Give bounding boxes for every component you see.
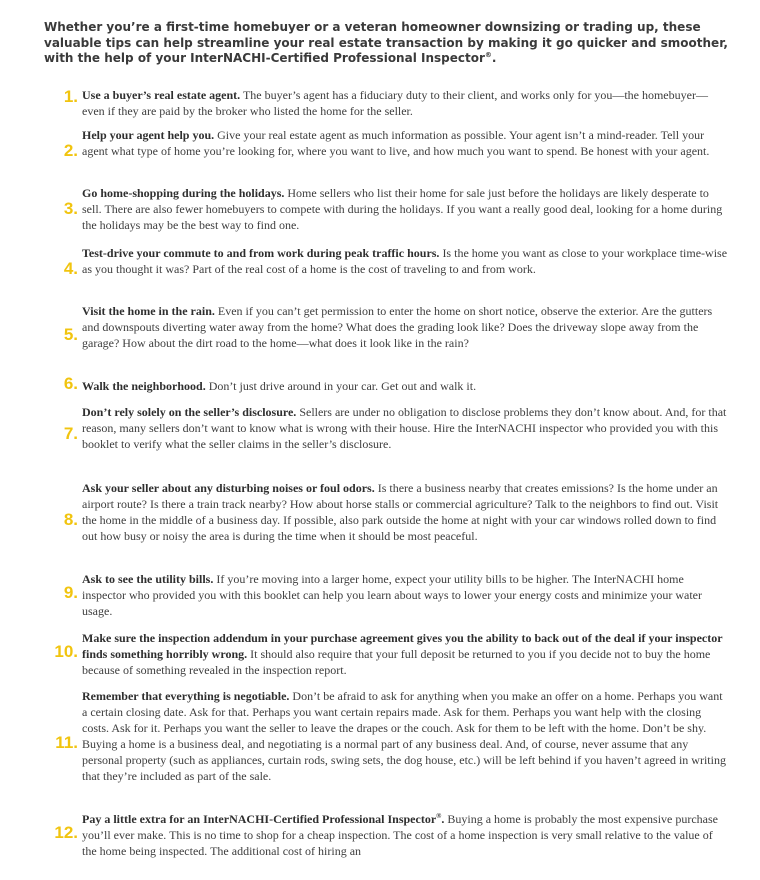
tip-body: Don’t just drive around in your car. Get out and walk it. — [205, 379, 477, 393]
tip-number: 1. — [63, 87, 78, 106]
tip-title: Make sure the inspection addendum in your purchase agreement gives you the ability to back out of the deal if your inspector finds something horribly wrong. — [82, 631, 723, 661]
tip-title: Remember that everything is negotiable. — [82, 689, 290, 703]
tip-body: Home sellers who list their home for sale just before the holidays are likely desperate to sell. There are also fewer homebuyers to compete with during the holidays. If you want a really good deal, looking for a home during the holidays may be the best way to find one. — [82, 186, 723, 232]
tip-number: 8. — [63, 510, 78, 529]
tip-title: Test-drive your commute to and from work during peak traffic hours. — [82, 246, 440, 260]
tip-body: Is there a business nearby that creates emissions? Is the home under an airport route? Is there a train track nearby? How about horse stalls or commercial agriculture? Talk to the neighbors to find out. Visit the home in the middle of a business day. If possible, also park outside the home at night with your car windows rolled down to find out how busy or noisy the area is during the time when it should be most peaceful. — [82, 481, 719, 543]
registered-mark: ® — [436, 812, 442, 820]
tip-number: 4. — [63, 259, 78, 278]
tip-title: Ask to see the utility bills. — [82, 572, 214, 586]
tip-title: Walk the neighborhood. — [82, 379, 206, 393]
tip-title: Ask your seller about any disturbing noises or foul odors. — [82, 481, 375, 495]
tip-text — [82, 811, 728, 859]
tip-body: Even if you can’t get permission to enter the home on short notice, observe the exterior. Are the gutters and downspouts diverting water away from the home? What does the grading look like? Does the driveway slope away from the garage? How about the dirt road to the home—what does it look like in the rain? — [82, 304, 713, 350]
tip-title: Visit the home in the rain. — [82, 304, 215, 318]
tip-body: If you’re moving into a larger home, expect your utility bills to be higher. The InterNACHI home inspector who provided you with this booklet can help you learn about ways to lower your energy costs and minimize your water usage. — [82, 572, 702, 618]
tip-title: Use a buyer’s real estate agent. — [82, 88, 241, 102]
tip-text — [82, 378, 728, 394]
tip-title-text: Pay a little extra for an InterNACHI-Certified Professional Inspector — [82, 812, 437, 826]
tip-title: Help your agent help you. — [82, 128, 215, 142]
tip-number: 12. — [54, 823, 78, 842]
tip-title: Don’t rely solely on the seller’s disclosure. — [82, 405, 297, 419]
tip-text — [82, 245, 728, 277]
tip-number: 9. — [63, 583, 78, 602]
tip-body: Buying a home is probably the most expensive purchase you’ll ever make. This is no time to shop for a cheap inspection. The cost of a home inspection is very small relative to the value of the home being inspected. The additional cost of hiring an — [82, 812, 718, 858]
tip-body: Don’t be afraid to ask for anything when you make an offer on a home. Perhaps you want a certain closing date. Ask for that. Perhaps you want certain repairs made. Ask for them. Perhaps you want help with the closing costs. Ask for it. Perhaps you want the seller to leave the drapes or the couch. Ask for them to be left with the home. Don’t be shy. Buying a home is a business deal, and negotiating is a normal part of any business deal. And, of course, never assume that any personal property (such as appliances, curtain rods, swing sets, the dog house, etc.) will be left behind if you haven’t agreed in writing that they’re included as part of the sale. — [82, 689, 726, 783]
intro-text: Whether you’re a first-time homebuyer or a veteran homeowner downsizing or trading up, these valuable tips can help streamline your real estate transaction by making it go quicker and smoother, with the help of your InterNACHI-Certified Professional Inspector — [44, 20, 728, 65]
tip-text — [82, 630, 728, 678]
tip-title: Go home-shopping during the holidays. — [82, 186, 285, 200]
tip-number: 6. — [63, 374, 78, 393]
tip-number: 11. — [55, 733, 78, 752]
tip-text — [82, 185, 728, 233]
tip-body: Give your real estate agent as much information as possible. Your agent isn’t a mind-reader. Tell your agent what type of home you’re looking for, where you want to live, and how much you want to spend. Be honest with your agent. — [82, 128, 710, 158]
tip-number: 3. — [63, 199, 78, 218]
tip-number: 10. — [54, 642, 78, 661]
intro-paragraph — [44, 20, 734, 67]
tip-body: The buyer’s agent has a fiduciary duty to their client, and works only for you—the homebuyer—even if they are paid by the broker who listed the home for the seller. — [82, 88, 708, 118]
tip-body: Sellers are under no obligation to disclose problems they don’t know about. And, for that reason, many sellers don’t want to know what is wrong with their house. Hire the InterNACHI inspector who provided you with this booklet to verify what the seller claims in the seller’s disclosure. — [82, 405, 727, 451]
tip-text — [82, 404, 728, 452]
tip-number: 2. — [63, 141, 78, 160]
tip-title — [82, 812, 444, 826]
tip-text — [82, 571, 728, 619]
tip-text — [82, 303, 728, 351]
tip-number: 7. — [63, 424, 78, 443]
intro-end: . — [491, 51, 497, 65]
tip-text — [82, 127, 728, 159]
registered-mark: ® — [484, 51, 492, 59]
tip-body: Is the home you want as close to your workplace time-wise as you thought it was? Part of the real cost of a home is the cost of traveling to and from work. — [82, 246, 728, 276]
tip-text — [82, 480, 728, 544]
tip-body: It should also require that your full deposit be returned to you if you decide not to buy the home because of something revealed in the inspection report. — [82, 647, 711, 677]
tip-text — [82, 688, 728, 784]
tip-text — [82, 87, 728, 119]
tip-number: 5. — [63, 325, 78, 344]
tip-title-end: . — [441, 812, 445, 826]
